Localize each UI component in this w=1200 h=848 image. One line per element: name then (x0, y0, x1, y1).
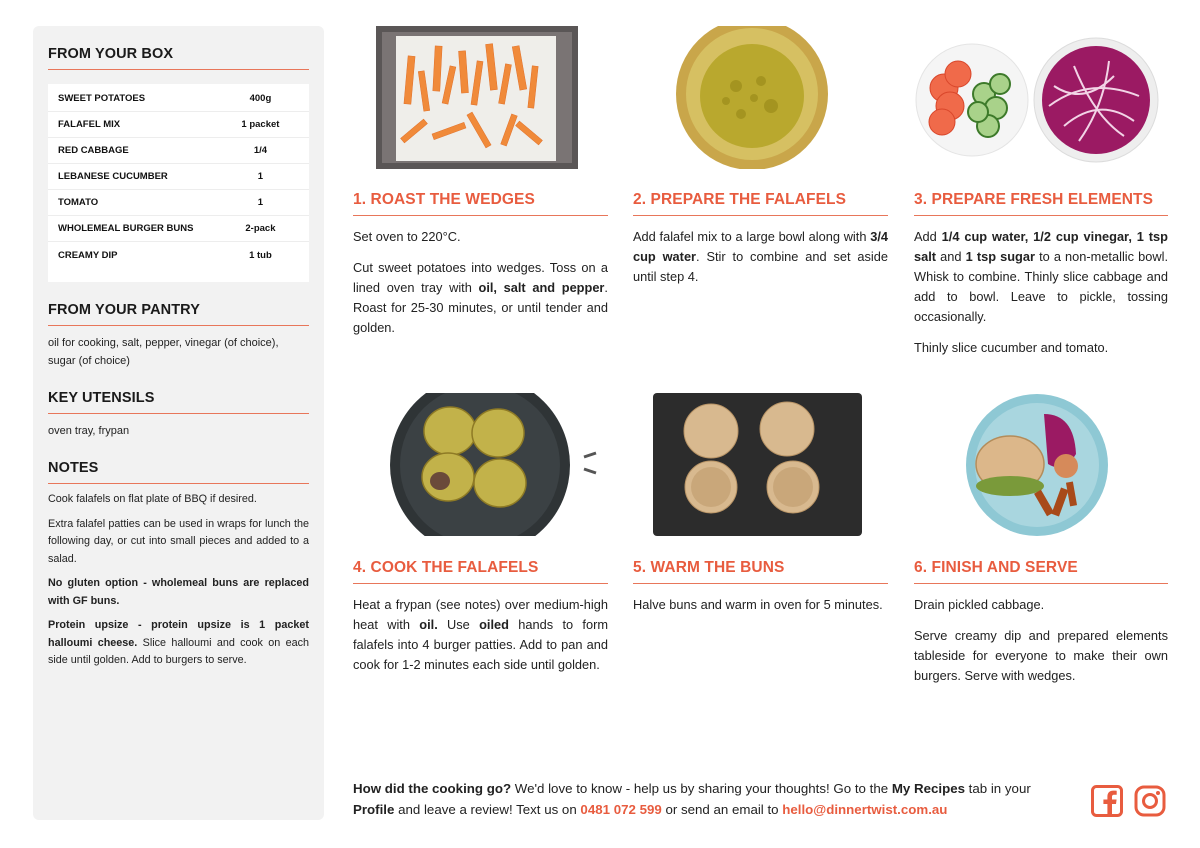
step-paragraph (914, 227, 1168, 327)
sidebar (33, 26, 324, 820)
step-text: hands to form falafels into 4 burger patties. Add to pan and cook for 1-2 minutes each side until golden. (353, 617, 608, 672)
step-text: . Stir to combine and set aside until step 4. (633, 249, 888, 284)
step2-title: 2. PREPARE THE FALAFELS (633, 191, 888, 216)
feedback-footer (353, 778, 1073, 820)
footer-text: We'd love to know - help us by sharing your thoughts! Go to the (511, 781, 892, 796)
step-text: to a non-metallic bowl. Whisk to combine. Thinly slice cabbage and add to bowl. Leave to pickle, tossing occasionally. (914, 249, 1168, 324)
facebook-icon[interactable] (1091, 785, 1123, 822)
step-paragraph: Serve creamy dip and prepared elements tableside for everyone to make their own burgers. Serve with wedges. (914, 628, 1168, 683)
ingredient-name: TOMATO (58, 197, 99, 208)
step6-body (914, 595, 1168, 686)
step-paragraph: Set oven to 220°C. (353, 229, 461, 244)
phone-link[interactable]: 0481 072 599 (580, 802, 662, 817)
step4-body (353, 595, 608, 675)
step5-photo (653, 393, 862, 536)
note-item: Extra falafel patties can be used in wraps for lunch the following day, or cut into small pieces and added to a salad. (48, 517, 309, 565)
step-text: Cut sweet potatoes into wedges. Toss on a lined oven tray with (353, 260, 608, 295)
ingredient-row (48, 164, 309, 190)
step-paragraph: Drain pickled cabbage. (914, 597, 1045, 612)
footer-text: or send an email to (661, 802, 783, 817)
pantry-text: oil for cooking, salt, pepper, vinegar (of choice), sugar (of choice) (48, 337, 279, 367)
footer-text: and leave a review! Text us on (394, 802, 581, 817)
ingredient-qty: 400g (249, 93, 272, 104)
step2-body (633, 227, 888, 287)
email-link[interactable]: hello@dinnertwist.com.au (782, 802, 948, 817)
step-text: Heat a frypan (see notes) over medium-high heat with (353, 597, 608, 632)
step-bold-text: 1 tsp sugar (965, 249, 1035, 264)
step3-photo (914, 36, 1160, 164)
ingredient-qty: 1/4 (253, 145, 268, 156)
step2-photo (676, 26, 828, 169)
ingredient-qty: 1 (257, 171, 264, 182)
step-text: . Roast for 25-30 minutes, or until tender and golden. (353, 280, 608, 335)
ingredient-qty: 1 (257, 197, 264, 208)
step-3 (914, 191, 1168, 358)
note-item: Cook falafels on flat plate of BBQ if desired. (48, 493, 257, 505)
note-bold-text: Protein upsize - protein upsize is 1 packet halloumi cheese. (48, 619, 309, 649)
step6-photo (964, 394, 1110, 536)
step-text: Add falafel mix to a large bowl along with (633, 229, 871, 244)
from-your-box-section (48, 46, 309, 282)
ingredient-name: WHOLEMEAL BURGER BUNS (58, 223, 194, 234)
ingredient-row (48, 190, 309, 216)
step1-photo (376, 26, 578, 169)
step-paragraph: Thinly slice cucumber and tomato. (914, 340, 1109, 355)
note-item (48, 617, 309, 670)
step-bold-text: 3/4 cup water (633, 229, 888, 264)
ingredient-row (48, 86, 309, 112)
step-6 (914, 559, 1168, 686)
step-bold-text: 1/4 cup water, 1/2 cup vinegar, 1 tsp salt (914, 229, 1168, 264)
profile-link[interactable]: Profile (353, 802, 395, 817)
note-bold-text: No gluten option - wholemeal buns are replaced with GF buns. (48, 577, 309, 607)
ingredient-qty: 2-pack (245, 223, 276, 234)
step-paragraph (633, 227, 888, 287)
utensils-section (48, 390, 309, 440)
ingredient-row (48, 112, 309, 138)
ingredients-table (48, 84, 309, 282)
footer-text: tab in your (964, 781, 1031, 796)
instagram-icon[interactable] (1134, 785, 1166, 822)
step-5 (633, 559, 888, 615)
ingredient-name: CREAMY DIP (58, 249, 118, 261)
note-text: Slice halloumi and cook on each side until golden. Add to burgers to serve. (48, 636, 309, 666)
note-item (48, 575, 309, 610)
step5-title: 5. WARM THE BUNS (633, 559, 888, 584)
step-2 (633, 191, 888, 287)
step4-photo (388, 393, 603, 536)
pantry-heading: FROM YOUR PANTRY (48, 302, 309, 326)
step-bold-text: oil. (419, 617, 438, 632)
ingredient-row (48, 138, 309, 164)
step4-title: 4. COOK THE FALAFELS (353, 559, 608, 584)
step-4 (353, 559, 608, 675)
ingredient-row (48, 242, 309, 268)
step-1 (353, 191, 608, 338)
utensils-heading: KEY UTENSILS (48, 390, 309, 414)
step-paragraph (353, 595, 608, 675)
step6-title: 6. FINISH AND SERVE (914, 559, 1168, 584)
ingredient-name: FALAFEL MIX (58, 119, 121, 130)
step-text: Add (914, 229, 942, 244)
step-text: Use (437, 617, 480, 632)
ingredient-name: RED CABBAGE (58, 145, 129, 156)
ingredient-qty: 1 packet (241, 119, 280, 130)
utensils-text: oven tray, frypan (48, 425, 130, 437)
ingredient-row (48, 216, 309, 242)
step-bold-text: oiled (479, 617, 509, 632)
notes-section (48, 460, 309, 670)
footer-question: How did the cooking go? (353, 781, 512, 796)
notes-heading: NOTES (48, 460, 309, 484)
ingredient-name: SWEET POTATOES (58, 93, 146, 104)
step1-body (353, 227, 608, 338)
step3-title: 3. PREPARE FRESH ELEMENTS (914, 191, 1168, 216)
my-recipes-link[interactable]: My Recipes (891, 781, 965, 796)
step1-title: 1. ROAST THE WEDGES (353, 191, 608, 216)
ingredient-name: LEBANESE CUCUMBER (58, 171, 168, 182)
from-your-box-heading: FROM YOUR BOX (48, 46, 309, 70)
step-paragraph: Halve buns and warm in oven for 5 minutes. (633, 597, 883, 612)
pantry-section (48, 302, 309, 370)
step-paragraph (353, 258, 608, 338)
ingredient-qty: 1 tub (249, 249, 272, 261)
step-bold-text: oil, salt and pepper (478, 280, 605, 295)
step5-body (633, 595, 888, 615)
step-text: and (936, 249, 966, 264)
step3-body (914, 227, 1168, 358)
